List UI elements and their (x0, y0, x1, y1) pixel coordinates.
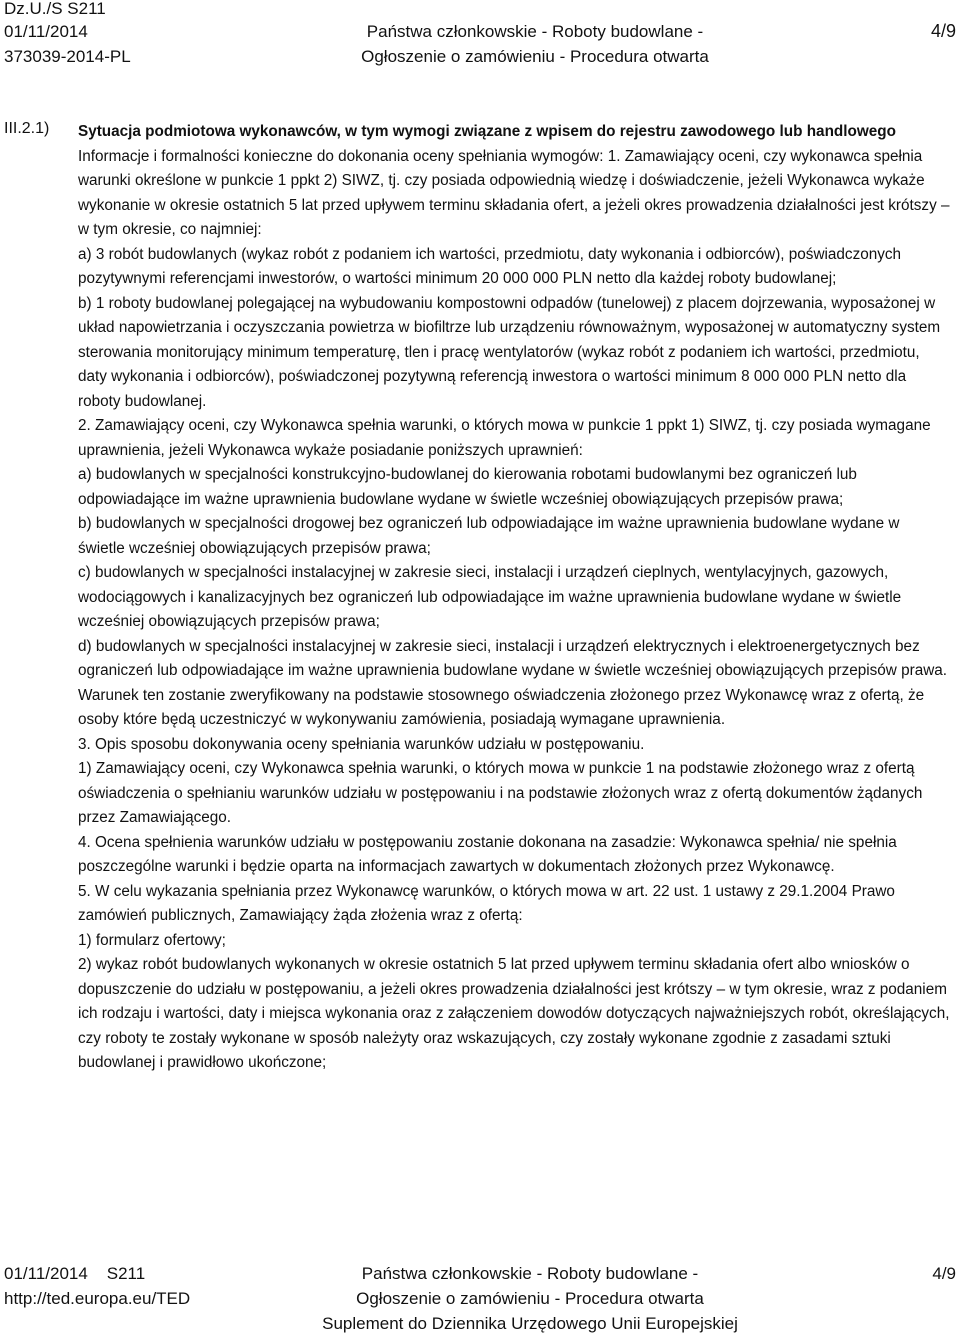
paragraph: 1) Zamawiający oceni, czy Wykonawca spełnia warunki, o których mowa w punkcie 1 na podstawie złożonego wraz z ofertą oświadczenia o spełnianiu warunków udziału w postępowaniu i na podstawie złożonych wraz z ofertą dokumentów żądanych przez Zamawiającego. (78, 760, 923, 826)
section-number: III.2.1) (4, 120, 50, 137)
paragraph: 1) formularz ofertowy; (78, 931, 226, 949)
page-footer (0, 1262, 960, 1334)
paragraph: b) budowlanych w specjalności drogowej bez ograniczeń lub odpowiadające im ważne uprawnienia budowlane wydane w świetle wcześniej obowiązujących przepisów prawa; (78, 515, 900, 557)
header-title-line1: Państwa członkowskie - Roboty budowlane - (366, 22, 704, 41)
paragraph: d) budowlanych w specjalności instalacyjnej w zakresie sieci, instalacji i urządzeń elektrycznych i elektroenergetycznych bez ograniczeń lub odpowiadające im ważne uprawnienia budowlane wydane w świetle wcześniej obowiązujących przepisów prawa. (78, 637, 948, 679)
footer-url-link[interactable]: http://ted.europa.eu/TED (4, 1289, 191, 1308)
footer-date: 01/11/2014 (4, 1264, 88, 1283)
footer-title-line2: Ogłoszenie o zamówieniu - Procedura otwarta (356, 1289, 704, 1308)
paragraph: b) 1 roboty budowlanej polegającej na wybudowaniu kompostowni odpadów (tunelowej) z placem dojrzewania, wyposażonej w układ napowietrzania i oczyszczania powietrza w biofiltrze lub urządzeniu równoważnym, wyposażonej w automatyczny system sterowania monitorujący minimum temperaturę, tlen i pracę wentylatorów (wykaz robót z podaniem ich wartości, przedmiotu, daty wykonania i odbiorców), poświadczonej pozytywną referencją inwestora o wartości minimum 8 000 000 PLN netto dla roboty budowlanej. (78, 294, 941, 410)
paragraph: Warunek ten zostanie zweryfikowany na podstawie stosownego oświadczenia złożonego przez Wykonawcę wraz z ofertą, że osoby które będą uczestniczyć w wykonywaniu zamówienia, posiadają wymagane uprawnienia. (78, 686, 925, 728)
paragraph: Informacje i formalności konieczne do dokonania oceny spełniania wymogów: 1. Zamawiający oceni, czy wykonawca spełnia warunki określone w punkcie 1 ppkt 2) SIWZ, tj. czy posiada odpowiednią wiedzę i doświadczenie, jeżeli Wykonawca wykaże wykonanie w okresie ostatnich 5 lat przed upływem terminu składania ofert, a jeżeli okres prowadzenia działalności jest krótszy – w tym okresie, co najmniej: (78, 147, 950, 238)
notice-id: 373039-2014-PL (4, 47, 131, 66)
header-date: 01/11/2014 (4, 22, 88, 41)
footer-page-number: 4/9 (932, 1264, 956, 1283)
paragraph: 3. Opis sposobu dokonywania oceny spełniania warunków udziału w postępowaniu. (78, 735, 645, 753)
page-header (0, 0, 960, 70)
doc-reference: Dz.U./S S211 (4, 0, 106, 18)
footer-series: S211 (106, 1264, 146, 1283)
footer-date-series (4, 1262, 145, 1286)
paragraph: 5. W celu wykazania spełniania przez Wykonawcę warunków, o których mowa w art. 22 ust. 1 ustawy z 29.1.2004 Prawo zamówień publicznych, Zamawiający żąda złożenia wraz z ofertą: (78, 882, 895, 924)
section-content (78, 120, 950, 1076)
paragraph: 4. Ocena spełnienia warunków udziału w postępowaniu zostanie dokonana na zasadzie: Wykonawca spełnia/ nie spełnia poszczególne warunki i będzie oparta na informacjach zawartych w dokumentach złożonych przez Wykonawcę. (78, 833, 897, 875)
paragraph: a) budowlanych w specjalności konstrukcyjno-budowlanej do kierowania robotami budowlanymi bez ograniczeń lub odpowiadające im ważne uprawnienia budowlane wydane w świetle wcześniej obowiązujących przepisów prawa; (78, 466, 857, 508)
footer-title-line1: Państwa członkowskie - Roboty budowlane - (361, 1264, 699, 1283)
header-page-number: 4/9 (930, 21, 956, 41)
paragraph: a) 3 robót budowlanych (wykaz robót z podaniem ich wartości, przedmiotu, daty wykonania i odbiorców), poświadczonych pozytywnymi referencjami inwestorów, o wartości minimum 20 000 000 PLN netto dla każdej roboty budowlanej; (78, 245, 902, 287)
header-title-line2: Ogłoszenie o zamówieniu - Procedura otwarta (361, 47, 709, 66)
paragraph: 2) wykaz robót budowlanych wykonanych w okresie ostatnich 5 lat przed upływem terminu składania ofert albo wniosków o dopuszczenie do udziału w postępowaniu, a jeżeli okres prowadzenia działalności jest krótszy – w tym okresie, wraz z podaniem ich rodzaju i wartości, daty i miejsca wykonania oraz z załączeniem dowodów dotyczących najważniejszych robót, określających, czy roboty te zostały wykonane w sposób należyty oraz wskazujących, czy zostały wykonane zgodnie z zasadami sztuki budowlanej i prawidłowo ukończone; (78, 956, 950, 1071)
footer-title-line3: Suplement do Dziennika Urzędowego Unii Europejskiej (322, 1314, 738, 1333)
paragraph: c) budowlanych w specjalności instalacyjnej w zakresie sieci, instalacji i urządzeń cieplnych, wentylacyjnych, gazowych, wodociągowych i kanalizacyjnych bez ograniczeń lub odpowiadające im ważne uprawnienia budowlane wydane w świetle wcześniej obowiązujących przepisów prawa; (78, 564, 902, 630)
paragraph: 2. Zamawiający oceni, czy Wykonawca spełnia warunki, o których mowa w punkcie 1 ppkt 1) SIWZ, tj. czy posiada wymagane uprawnienia, jeżeli Wykonawca wykaże posiadanie poniższych uprawnień: (78, 417, 931, 459)
section-heading: Sytuacja podmiotowa wykonawców, w tym wymogi związane z wpisem do rejestru zawodowego lub handlowego (78, 123, 896, 140)
